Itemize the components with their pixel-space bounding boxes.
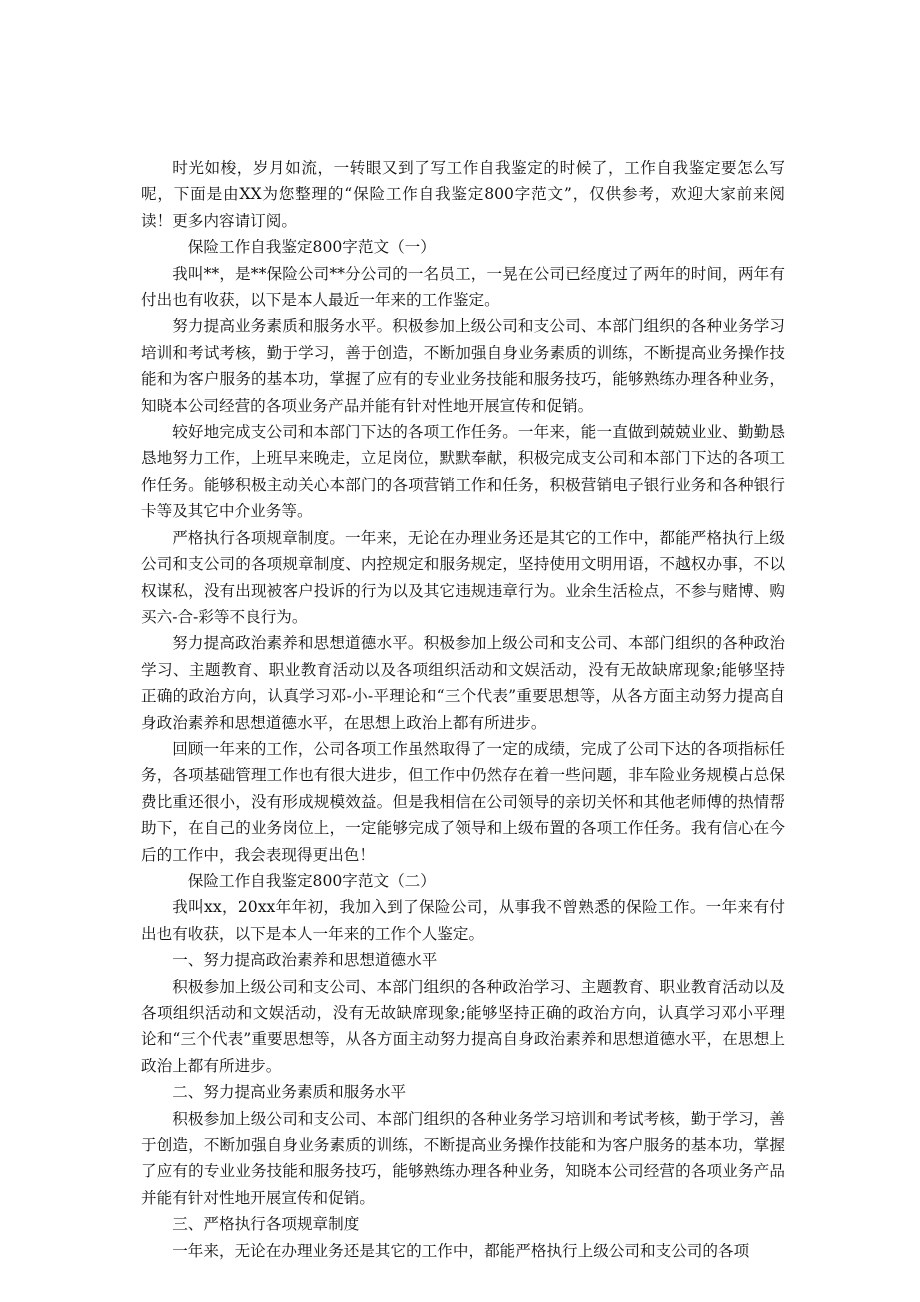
- section-2-subbody-1: 积极参加上级公司和支公司、本部门组织的各种政治学习、主题教育、职业教育活动以及各项组织活动和文娱活动，没有无故缺席现象;能够坚持正确的政治方向，认真学习邓小平理论和“三个代表”重要思想等，从各方面主动努力提高自身政治素养和思想道德水平，在思想上政治上都有所进步。: [141, 977, 785, 1075]
- section-1-paragraph-1: 我叫**，是**保险公司**分公司的一名员工，一晃在公司已经度过了两年的时间，两年有付出也有收获，以下是本人最近一年来的工作鉴定。: [141, 264, 785, 310]
- section-1-paragraph-2: 努力提高业务素质和服务水平。积极参加上级公司和支公司、本部门组织的各种业务学习培训和考试考核，勤于学习，善于创造，不断加强自身业务素质的训练，不断提高业务操作技能和为客户服务的基本功，掌握了应有的专业业务技能和服务技巧，能够熟练办理各种业务，知晓本公司经营的各项业务产品并能有针对性地开展宣传和促销。: [141, 317, 785, 415]
- section-1-paragraph-6: 回顾一年来的工作，公司各项工作虽然取得了一定的成绩，完成了公司下达的各项指标任务，各项基础管理工作也有很大进步，但工作中仍然存在着一些问题，非车险业务规模占总保费比重还很小，没有形成规模效益。但是我相信在公司领导的亲切关怀和其他老师傅的热情帮助下，在自己的业务岗位上，一定能够完成了领导和上级布置的各项工作任务。我有信心在今后的工作中，我会表现得更出色！: [141, 739, 785, 864]
- section-1-paragraph-3: 较好地完成支公司和本部门下达的各项工作任务。一年来，能一直做到兢兢业业、勤勤恳恳地努力工作，上班早来晚走，立足岗位，默默奉献，积极完成支公司和本部门下达的各项工作任务。能够积极主动关心本部门的各项营销工作和任务，积极营销电子银行业务和各种银行卡等及其它中介业务等。: [141, 423, 785, 521]
- intro-paragraph: 时光如梭，岁月如流，一转眼又到了写工作自我鉴定的时候了，工作自我鉴定要怎么写呢，下面是由XX为您整理的“保险工作自我鉴定800字范文”，仅供参考，欢迎大家前来阅读！更多内容请订阅。: [141, 159, 785, 230]
- section-2-subbody-2: 积极参加上级公司和支公司、本部门组织的各种业务学习培训和考试考核，勤于学习，善于创造，不断加强自身业务素质的训练，不断提高业务操作技能和为客户服务的基本功，掌握了应有的专业业务技能和服务技巧，能够熟练办理各种业务，知晓本公司经营的各项业务产品并能有针对性地开展宣传和促销。: [141, 1109, 785, 1207]
- section-2-subheading-2: 二、努力提高业务素质和服务水平: [172, 1083, 407, 1102]
- section-2-opening: 我叫xx，20xx年年初，我加入到了保险公司，从事我不曾熟悉的保险工作。一年来有付出也有收获，以下是本人一年来的工作个人鉴定。: [141, 898, 785, 943]
- section-2-subheading-1: 一、努力提高政治素养和思想道德水平: [172, 951, 438, 970]
- section-2-subbody-3: 一年来，无论在办理业务还是其它的工作中，都能严格执行上级公司和支公司的各项: [172, 1241, 750, 1260]
- section-2-subheading-3: 三、严格执行各项规章制度: [172, 1215, 360, 1234]
- section-1-paragraph-5: 努力提高政治素养和思想道德水平。积极参加上级公司和支公司、本部门组织的各种政治学习、主题教育、职业教育活动以及各项组织活动和文娱活动，没有无故缺席现象;能够坚持正确的政治方向，认真学习邓-小-平理论和“三个代表”重要思想等，从各方面主动努力提高自身政治素养和思想道德水平，在思想上政治上都有所进步。: [141, 634, 785, 732]
- document-body: [141, 155, 785, 1264]
- section-1-paragraph-4: 严格执行各项规章制度。一年来，无论在办理业务还是其它的工作中，都能严格执行上级公司和支公司的各项规章制度、内控规定和服务规定，坚持使用文明用语，不越权办事，不以权谋私，没有出现被客户投诉的行为以及其它违规违章行为。业余生活检点，不参与赌博、购买六-合-彩等不良行为。: [141, 528, 785, 626]
- section-1-title: 保险工作自我鉴定800字范文（一）: [187, 238, 436, 257]
- section-2-title: 保险工作自我鉴定800字范文（二）: [187, 871, 436, 890]
